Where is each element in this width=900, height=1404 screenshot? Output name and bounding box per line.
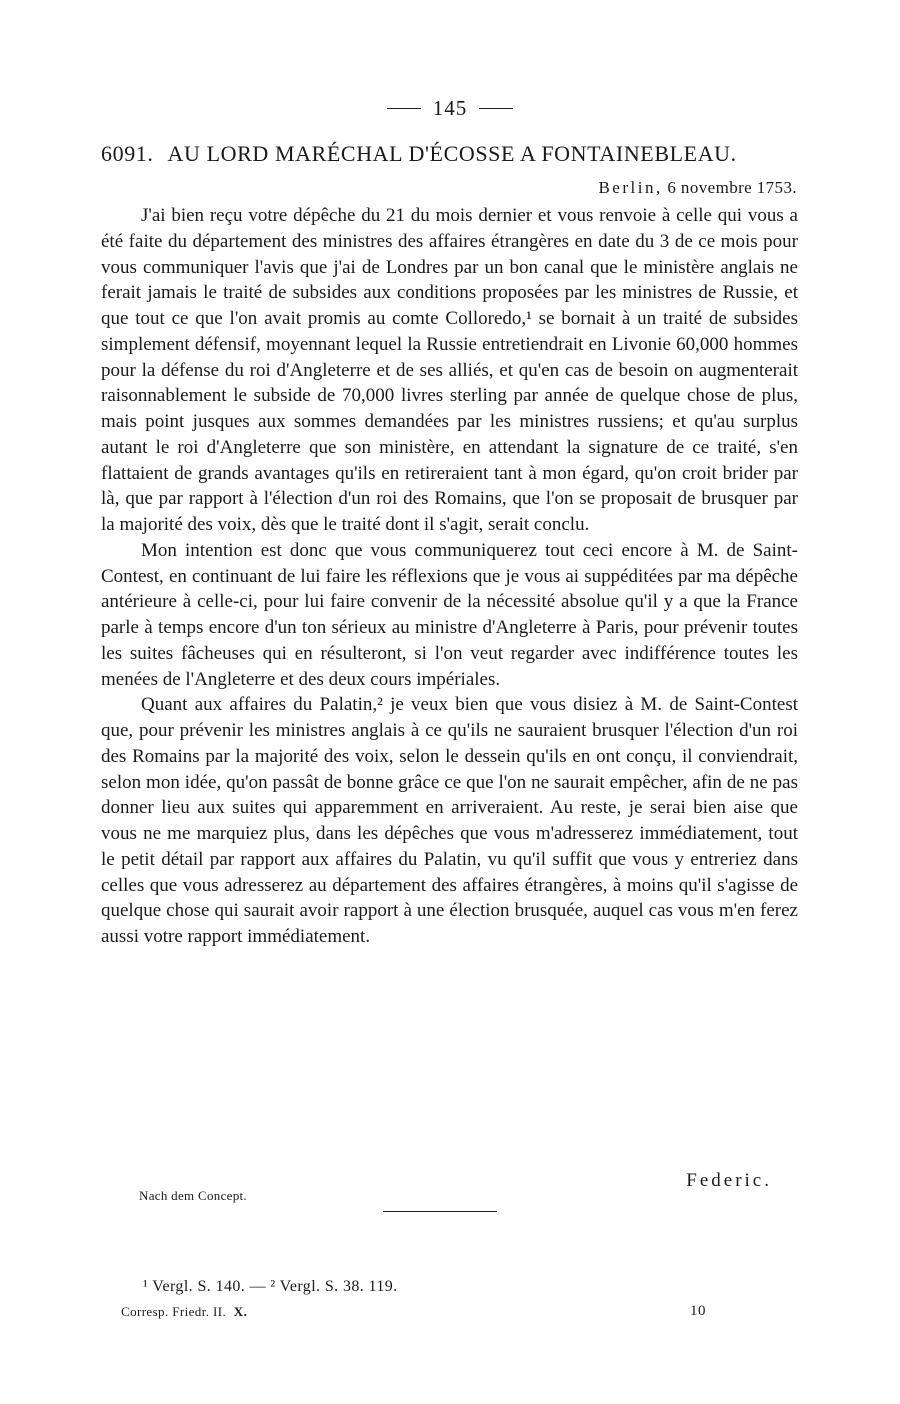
separator-rule	[383, 1211, 497, 1212]
signature: Federic.	[686, 1170, 772, 1191]
right-dash	[479, 108, 513, 109]
paragraph: J'ai bien reçu votre dépêche du 21 du mois dernier et vous renvoie à celle qui vous a été faite du département des ministres des affaires étrangères en date du 3 de ce mois pour vous communiquer l'avis que j'ai de Londres par un bon canal que le ministère anglais ne ferait jamais le traité de subsides aux conditions proposées par les ministres de Russie, et que tout ce que l'on avait promis au comte Colloredo,¹ se bornait à un traité de subsides simplement défensif, moyennant lequel la Russie entretiendrait en Livonie 60,000 hommes pour la défense du roi d'Angleterre et de ses alliés, et qu'en cas de besoin on augmenterait raisonnablement le subside de 70,000 livres sterling par année de quelque chose de plus, mais point jusques aux sommes demandées par les ministres russiens; et qu'au surplus autant le roi d'Angleterre que son ministère, en attendant la signature de ce traité, s'en flattaient de grands avantages qu'ils en retireraient tant à mon égard, qu'on croit brider par là, que par rapport à l'élection d'un roi des Romains, que l'on se proposait de brusquer par la majorité des voix, dès que le traité dont il s'agit, serait conclu.	[101, 205, 798, 535]
volume-number: X.	[233, 1304, 248, 1319]
page-number: 145	[432, 96, 468, 120]
printer-signature-line	[121, 1304, 247, 1320]
letter-number: 6091.	[101, 141, 154, 166]
paragraph: Mon intention est donc que vous communiquerez tout ceci encore à M. de Saint-Contest, en continuant de lui faire les réflexions que je vous ai suppéditées par ma dépêche antérieure à celle-ci, pour lui faire convenir de la nécessité absolue qu'il y a que la France parle à temps encore d'un ton sérieux au ministre d'Angleterre à Paris, pour prévenir toutes les suites fâcheuses qui en résulteront, si l'on veut regarder avec indifférence toutes les menées de l'Angleterre et des deux cours impériales.	[101, 539, 798, 690]
letter-title: AU LORD MARÉCHAL D'ÉCOSSE A FONTAINEBLEAU.	[167, 141, 737, 166]
sheet-number: 10	[690, 1303, 706, 1319]
left-dash	[387, 108, 421, 109]
letter-body	[101, 203, 798, 950]
work-title: Corresp. Friedr. II.	[121, 1304, 227, 1319]
source-note: Nach dem Concept.	[139, 1188, 247, 1203]
footnotes: ¹ Vergl. S. 140. — ² Vergl. S. 38. 119.	[143, 1278, 398, 1295]
dateline	[598, 178, 797, 198]
running-head	[0, 96, 900, 121]
dateline-place: Berlin,	[598, 178, 663, 197]
letter-heading	[101, 141, 801, 167]
dateline-date: 6 novembre 1753.	[667, 178, 797, 197]
paragraph: Quant aux affaires du Palatin,² je veux bien que vous disiez à M. de Saint-Contest que, pour prévenir les ministres anglais à ce qu'ils ne sauraient brusquer l'élection d'un roi des Romains par la majorité des voix, selon le dessein qu'ils en ont conçu, il conviendrait, selon mon idée, qu'on passât de bonne grâce ce que l'on ne saurait empêcher, afin de ne pas donner lieu aux suites qui apparemment en arriveraient. Au reste, je serai bien aise que vous ne me marquiez plus, dans les dépêches que vous m'adresserez immédiatement, tout le petit détail par rapport aux affaires du Palatin, vu qu'il suffit que vous y entreriez dans celles que vous adresserez au département des affaires étrangères, à moins qu'il s'agisse de quelque chose qui saurait avoir rapport à une élection brusquée, auquel cas vous m'en ferez aussi votre rapport immédiatement.	[101, 694, 798, 947]
